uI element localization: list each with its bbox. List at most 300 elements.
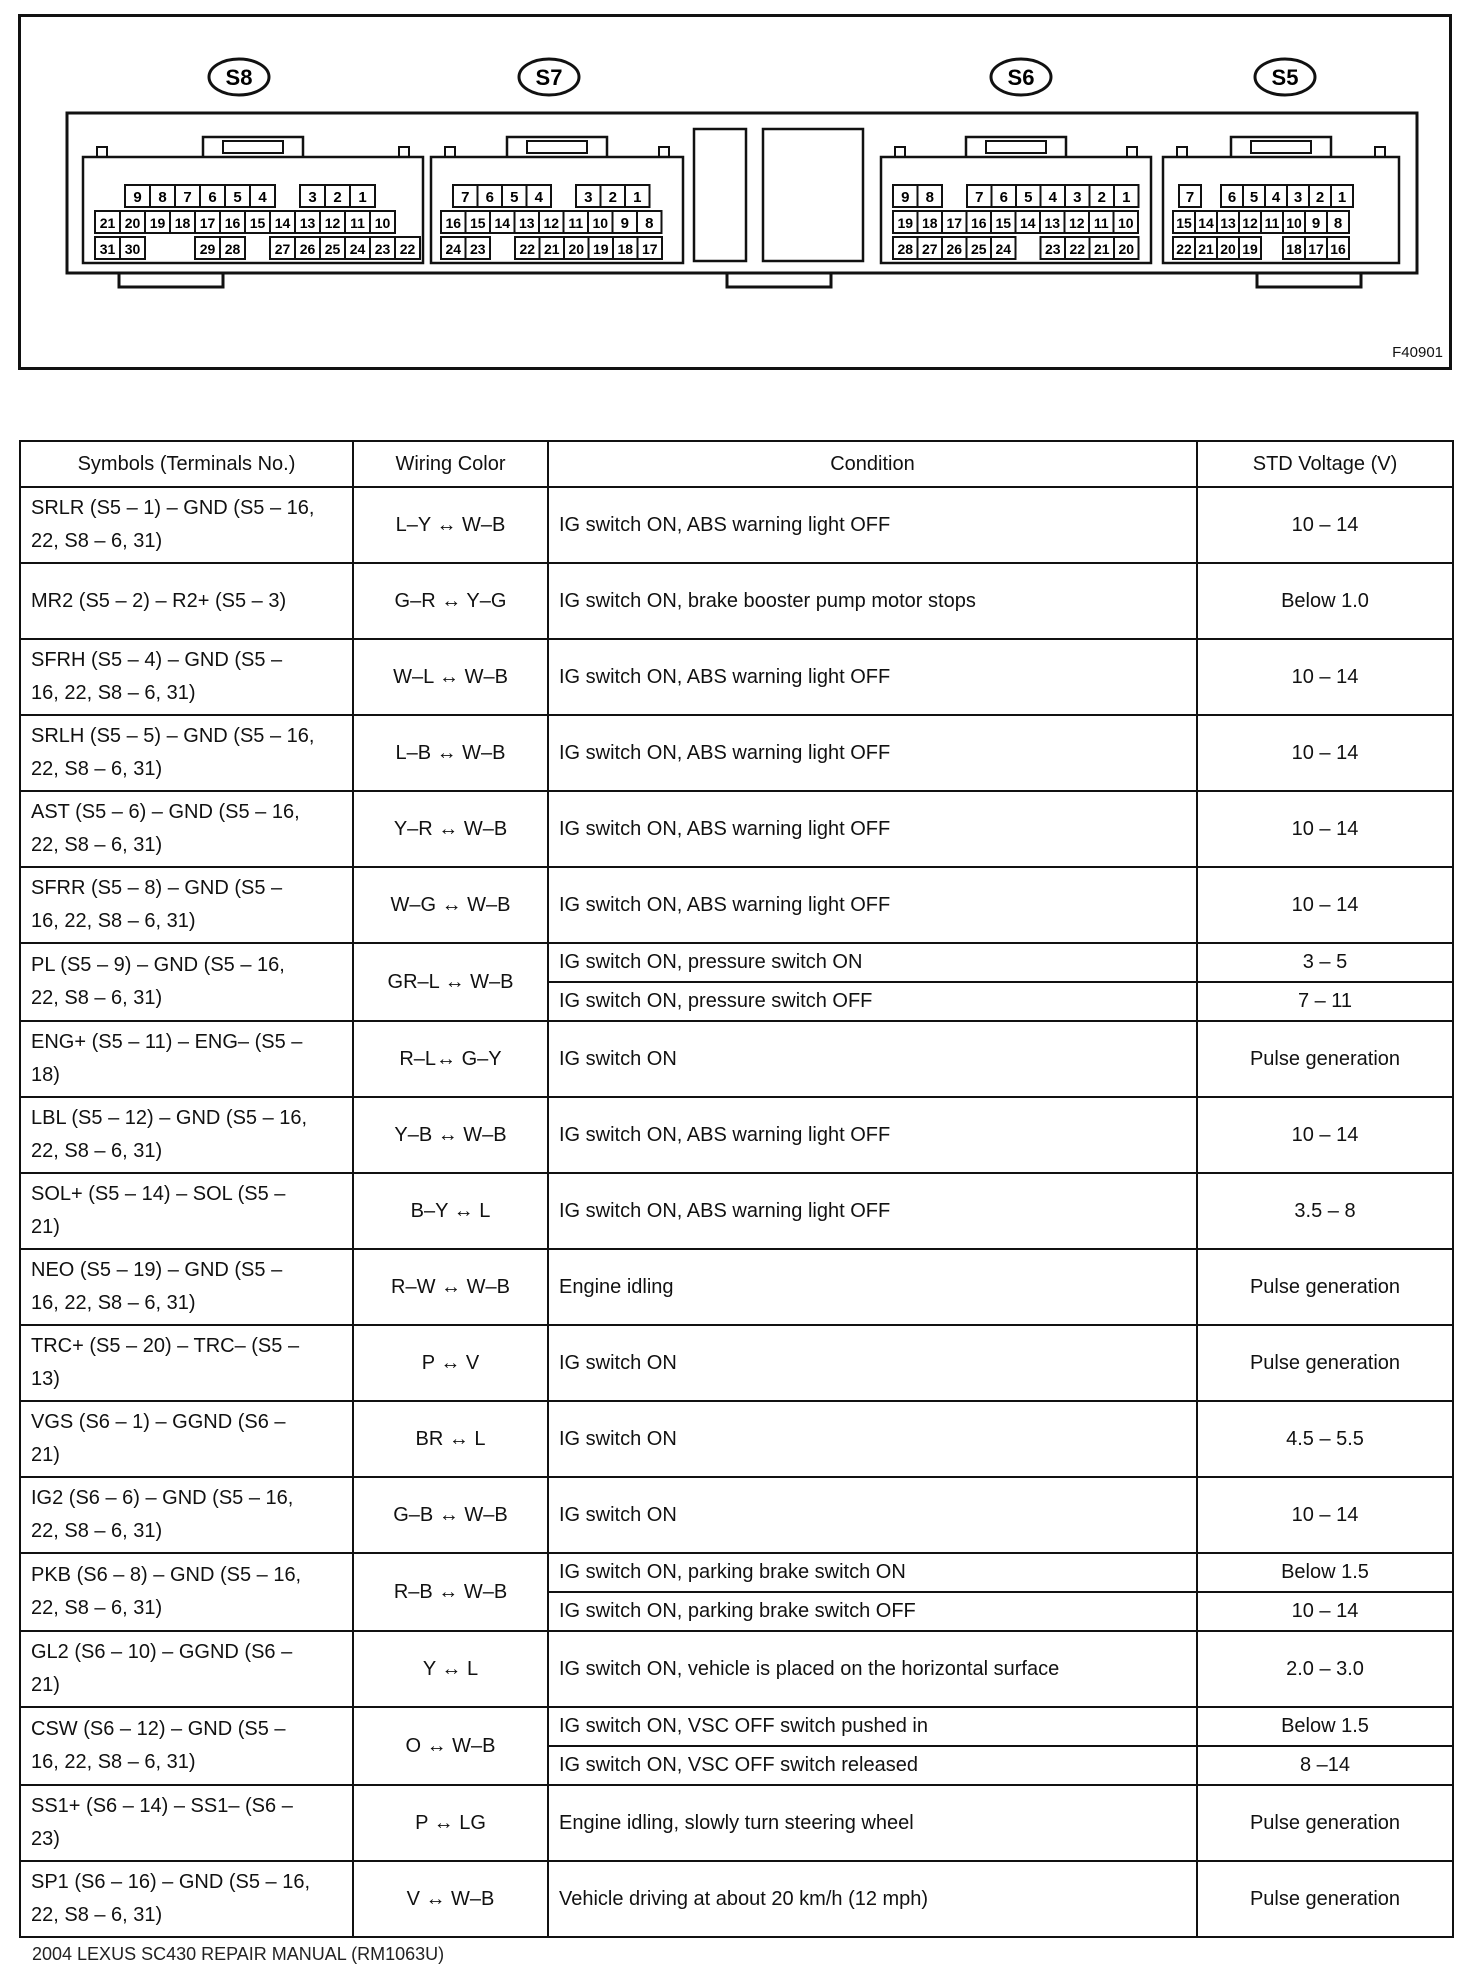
connector-s5 xyxy=(1163,59,1399,263)
symbol-line: 21) xyxy=(31,1444,60,1466)
pin-number: 14 xyxy=(494,215,511,231)
voltage-line: 10 – 14 xyxy=(1291,1124,1359,1146)
condition-line: Engine idling xyxy=(559,1276,674,1298)
pin-number: 13 xyxy=(1220,215,1236,231)
voltage-line: 10 – 14 xyxy=(1291,514,1359,536)
pin-number: 26 xyxy=(946,241,963,257)
connector-s7 xyxy=(431,59,683,263)
condition-line: IG switch ON, brake booster pump motor stops xyxy=(559,590,976,612)
symbol-line: SFRR (S5 – 8) – GND (S5 – xyxy=(31,877,283,899)
cell-symbol xyxy=(20,715,353,791)
pin-number: 15 xyxy=(995,215,1012,231)
condition-line: IG switch ON xyxy=(559,1048,677,1070)
connector-latch-slot xyxy=(986,141,1046,153)
condition-line: IG switch ON xyxy=(559,1428,677,1450)
pin-number: 24 xyxy=(445,241,462,257)
cell-std-voltage xyxy=(1197,1785,1453,1861)
pin-number: 23 xyxy=(1044,241,1061,257)
cell-std-voltage xyxy=(1197,1325,1453,1401)
pin-number: 12 xyxy=(1242,215,1258,231)
mount-tab xyxy=(119,273,223,287)
cell-std-voltage xyxy=(1197,1553,1453,1631)
pin-number: 4 xyxy=(1048,189,1057,206)
table-row xyxy=(20,487,1453,563)
cell-wiring-color: B–Y ↔ L xyxy=(353,1173,548,1249)
voltage-line: Pulse generation xyxy=(1249,1048,1401,1070)
pin-number: 21 xyxy=(1198,241,1214,257)
condition-line: IG switch ON, ABS warning light OFF xyxy=(559,514,891,536)
cell-wiring-color: P ↔ LG xyxy=(353,1785,548,1861)
voltage-line: Below 1.5 xyxy=(1281,1561,1369,1583)
cell-symbol xyxy=(20,487,353,563)
symbol-line: 21) xyxy=(31,1216,60,1238)
condition-line: Engine idling, slowly turn steering wheel xyxy=(559,1812,914,1834)
condition-line: IG switch ON, ABS warning light OFF xyxy=(559,666,891,688)
voltage-line: 10 – 14 xyxy=(1291,894,1359,916)
pin-number: 2 xyxy=(608,189,617,206)
cell-wiring-color: V ↔ W–B xyxy=(353,1861,548,1937)
pin-number: 20 xyxy=(1220,241,1236,257)
pin-number: 22 xyxy=(1069,241,1086,257)
cell-symbol xyxy=(20,943,353,1021)
voltage-line: 10 – 14 xyxy=(1291,666,1359,688)
cell-condition xyxy=(548,715,1197,791)
symbol-line: 16, 22, S8 – 6, 31) xyxy=(31,682,196,704)
pin-number: 13 xyxy=(518,215,535,231)
table-row xyxy=(20,1401,1453,1477)
voltage-line: 10 – 14 xyxy=(1291,818,1359,840)
cell-std-voltage xyxy=(1197,867,1453,943)
cell-symbol xyxy=(20,1553,353,1631)
cell-wiring-color: W–G ↔ W–B xyxy=(353,867,548,943)
table-row xyxy=(20,867,1453,943)
cell-wiring-color: R–L↔ G–Y xyxy=(353,1021,548,1097)
table-header-row xyxy=(20,441,1453,487)
cell-wiring-color: R–B ↔ W–B xyxy=(353,1553,548,1631)
cell-std-voltage xyxy=(1197,1097,1453,1173)
pin-number: 10 xyxy=(1286,215,1302,231)
pin-number: 13 xyxy=(299,215,316,231)
pin-number: 15 xyxy=(1176,215,1192,231)
condition-line: IG switch ON, ABS warning light OFF xyxy=(559,818,891,840)
cell-symbol xyxy=(20,1401,353,1477)
symbol-line: 22, S8 – 6, 31) xyxy=(31,1597,163,1619)
pin-number: 30 xyxy=(124,241,141,257)
symbol-line: 23) xyxy=(31,1828,60,1850)
cell-condition xyxy=(548,1631,1197,1707)
cell-wiring-color: Y ↔ L xyxy=(353,1631,548,1707)
pin-number: 1 xyxy=(633,189,642,206)
pin-number: 22 xyxy=(519,241,536,257)
table-row xyxy=(20,1553,1453,1631)
cell-condition xyxy=(548,1173,1197,1249)
pin-number: 1 xyxy=(1122,189,1131,206)
symbol-line: CSW (S6 – 12) – GND (S5 – xyxy=(31,1718,286,1740)
pin-number: 8 xyxy=(645,215,654,232)
pin-number: 6 xyxy=(208,189,217,206)
pin-number: 21 xyxy=(99,215,116,231)
pin-number: 19 xyxy=(897,215,914,231)
mount-tab xyxy=(727,273,831,287)
voltage-line: 8 –14 xyxy=(1198,1745,1452,1784)
cell-condition xyxy=(548,1553,1197,1631)
pin-number: 6 xyxy=(485,189,494,206)
pin-number: 11 xyxy=(1264,215,1280,231)
cell-wiring-color: GR–L ↔ W–B xyxy=(353,943,548,1021)
table-row xyxy=(20,563,1453,639)
condition-line: IG switch ON, parking brake switch ON xyxy=(559,1561,906,1583)
symbol-line: 22, S8 – 6, 31) xyxy=(31,1904,163,1926)
connector-diagram xyxy=(18,14,1452,370)
voltage-line: 10 – 14 xyxy=(1291,1504,1359,1526)
connector-latch-slot xyxy=(223,141,283,153)
cell-condition xyxy=(548,1021,1197,1097)
cell-std-voltage xyxy=(1197,563,1453,639)
condition-line: IG switch ON, ABS warning light OFF xyxy=(559,1200,891,1222)
cell-std-voltage xyxy=(1197,715,1453,791)
cell-wiring-color: Y–B ↔ W–B xyxy=(353,1097,548,1173)
condition-line: IG switch ON, VSC OFF switch released xyxy=(549,1745,1196,1784)
cell-std-voltage xyxy=(1197,487,1453,563)
symbol-line: 22, S8 – 6, 31) xyxy=(31,758,163,780)
cell-std-voltage xyxy=(1197,1861,1453,1937)
header-wiring-color: Wiring Color xyxy=(353,441,548,487)
table-row xyxy=(20,791,1453,867)
figure-code: F40901 xyxy=(1392,344,1443,361)
pin-number: 28 xyxy=(224,241,241,257)
cell-condition xyxy=(548,1477,1197,1553)
symbol-line: VGS (S6 – 1) – GGND (S6 – xyxy=(31,1411,286,1433)
voltage-line: Pulse generation xyxy=(1249,1276,1401,1298)
pin-number: 25 xyxy=(970,241,987,257)
pin-number: 5 xyxy=(1249,189,1259,206)
cell-std-voltage xyxy=(1197,639,1453,715)
pin-number: 16 xyxy=(1330,241,1346,257)
cell-condition xyxy=(548,1249,1197,1325)
cell-condition xyxy=(548,1401,1197,1477)
cell-symbol xyxy=(20,1631,353,1707)
condition-line: IG switch ON, pressure switch ON xyxy=(559,951,863,973)
pin-number: 9 xyxy=(620,215,629,232)
pin-number: 27 xyxy=(274,241,291,257)
pin-number: 13 xyxy=(1044,215,1061,231)
cell-condition xyxy=(548,1861,1197,1937)
pin-number: 3 xyxy=(1293,189,1303,206)
pin-number: 8 xyxy=(1333,215,1343,232)
cell-condition xyxy=(548,867,1197,943)
pin-number: 10 xyxy=(1117,215,1134,231)
voltage-line: Pulse generation xyxy=(1249,1352,1401,1374)
pin-number: 7 xyxy=(1185,189,1195,206)
pin-number: 12 xyxy=(324,215,341,231)
voltage-line: Pulse generation xyxy=(1249,1888,1401,1910)
cell-condition xyxy=(548,791,1197,867)
pin-number: 21 xyxy=(543,241,560,257)
pin-number: 17 xyxy=(946,215,963,231)
connector-s6 xyxy=(881,59,1151,263)
table-row xyxy=(20,1785,1453,1861)
pin-number: 17 xyxy=(641,241,658,257)
cell-wiring-color: G–B ↔ W–B xyxy=(353,1477,548,1553)
pin-number: 4 xyxy=(534,189,543,206)
table-row xyxy=(20,1173,1453,1249)
symbol-line: ENG+ (S5 – 11) – ENG– (S5 – xyxy=(31,1031,303,1053)
pin-number: 10 xyxy=(592,215,609,231)
cell-symbol xyxy=(20,1477,353,1553)
cell-wiring-color: P ↔ V xyxy=(353,1325,548,1401)
connector-latch-slot xyxy=(527,141,587,153)
voltage-line: 4.5 – 5.5 xyxy=(1286,1428,1364,1450)
pin-number: 6 xyxy=(999,189,1008,206)
pin-number: 4 xyxy=(258,189,267,206)
pin-number: 18 xyxy=(1286,241,1302,257)
cell-symbol xyxy=(20,1021,353,1097)
pin-number: 26 xyxy=(299,241,316,257)
pin-number: 28 xyxy=(897,241,914,257)
table-row xyxy=(20,1021,1453,1097)
pin-number: 16 xyxy=(445,215,462,231)
cell-wiring-color: O ↔ W–B xyxy=(353,1707,548,1785)
header-symbols: Symbols (Terminals No.) xyxy=(20,441,353,487)
table-row xyxy=(20,1097,1453,1173)
voltage-line: Below 1.0 xyxy=(1281,590,1369,612)
cell-symbol xyxy=(20,1249,353,1325)
pin-number: 24 xyxy=(995,241,1012,257)
symbol-line: GL2 (S6 – 10) – GGND (S6 – xyxy=(31,1641,293,1663)
cell-symbol xyxy=(20,1097,353,1173)
pin-number: 1 xyxy=(1337,189,1347,206)
symbol-line: 16, 22, S8 – 6, 31) xyxy=(31,1292,196,1314)
pin-number: 8 xyxy=(158,189,167,206)
header-std-voltage: STD Voltage (V) xyxy=(1197,441,1453,487)
voltage-line: 2.0 – 3.0 xyxy=(1286,1658,1364,1680)
blank-block xyxy=(763,129,863,261)
symbol-line: SRLH (S5 – 5) – GND (S5 – 16, xyxy=(31,725,315,747)
pin-number: 25 xyxy=(324,241,341,257)
cell-wiring-color: L–B ↔ W–B xyxy=(353,715,548,791)
cell-std-voltage xyxy=(1197,1477,1453,1553)
symbol-line: NEO (S5 – 19) – GND (S5 – xyxy=(31,1259,283,1281)
symbol-line: PL (S5 – 9) – GND (S5 – 16, xyxy=(31,954,285,976)
pin-number: 2 xyxy=(333,189,342,206)
pin-number: 1 xyxy=(358,189,367,206)
cell-symbol xyxy=(20,1861,353,1937)
blank-block xyxy=(694,129,746,261)
table-row xyxy=(20,943,1453,1021)
pin-number: 12 xyxy=(543,215,560,231)
pin-number: 7 xyxy=(975,189,984,206)
pin-number: 17 xyxy=(199,215,216,231)
cell-wiring-color: BR ↔ L xyxy=(353,1401,548,1477)
cell-wiring-color: G–R ↔ Y–G xyxy=(353,563,548,639)
pin-number: 19 xyxy=(149,215,166,231)
cell-std-voltage xyxy=(1197,1021,1453,1097)
cell-wiring-color: L–Y ↔ W–B xyxy=(353,487,548,563)
pin-number: 27 xyxy=(921,241,938,257)
cell-wiring-color: R–W ↔ W–B xyxy=(353,1249,548,1325)
table-row xyxy=(20,639,1453,715)
pin-number: 20 xyxy=(1118,241,1135,257)
condition-line: Vehicle driving at about 20 km/h (12 mph) xyxy=(559,1888,929,1910)
pin-number: 8 xyxy=(925,189,934,206)
symbol-line: SOL+ (S5 – 14) – SOL (S5 – xyxy=(31,1183,286,1205)
pin-number: 3 xyxy=(1073,189,1082,206)
condition-line: IG switch ON, ABS warning light OFF xyxy=(559,894,891,916)
cell-wiring-color: Y–R ↔ W–B xyxy=(353,791,548,867)
pin-number: 19 xyxy=(1242,241,1258,257)
pin-number: 4 xyxy=(1271,189,1281,206)
pin-number: 19 xyxy=(592,241,609,257)
condition-line: IG switch ON, ABS warning light OFF xyxy=(559,742,891,764)
mount-tab xyxy=(1257,273,1361,287)
pin-number: 12 xyxy=(1068,215,1085,231)
pin-number: 29 xyxy=(199,241,216,257)
cell-symbol xyxy=(20,563,353,639)
cell-symbol xyxy=(20,1785,353,1861)
pin-number: 18 xyxy=(617,241,634,257)
cell-symbol xyxy=(20,1707,353,1785)
symbol-line: 16, 22, S8 – 6, 31) xyxy=(31,1751,196,1773)
cell-condition xyxy=(548,1097,1197,1173)
cell-symbol xyxy=(20,867,353,943)
cell-condition xyxy=(548,487,1197,563)
condition-line: IG switch ON xyxy=(559,1352,677,1374)
table-row xyxy=(20,1861,1453,1937)
pin-number: 20 xyxy=(124,215,141,231)
pin-number: 18 xyxy=(174,215,191,231)
connector-latch-slot xyxy=(1251,141,1311,153)
cell-condition xyxy=(548,1785,1197,1861)
pin-number: 20 xyxy=(568,241,585,257)
pin-number: 11 xyxy=(568,215,584,231)
voltage-line: Pulse generation xyxy=(1249,1812,1401,1834)
pin-number: 17 xyxy=(1308,241,1324,257)
symbol-line: PKB (S6 – 8) – GND (S5 – 16, xyxy=(31,1564,302,1586)
cell-condition xyxy=(548,1325,1197,1401)
connector-label: S6 xyxy=(1007,65,1035,90)
symbol-line: TRC+ (S5 – 20) – TRC– (S5 – xyxy=(31,1335,300,1357)
connector-drawing xyxy=(21,17,1449,367)
pin-number: 14 xyxy=(1198,215,1214,231)
cell-symbol xyxy=(20,639,353,715)
cell-std-voltage xyxy=(1197,791,1453,867)
symbol-line: 21) xyxy=(31,1674,60,1696)
voltage-line: 3.5 – 8 xyxy=(1294,1200,1356,1222)
pin-number: 21 xyxy=(1093,241,1110,257)
cell-wiring-color: W–L ↔ W–B xyxy=(353,639,548,715)
condition-line: IG switch ON, ABS warning light OFF xyxy=(559,1124,891,1146)
pin-number: 11 xyxy=(1093,215,1109,231)
pin-number: 5 xyxy=(233,189,242,206)
page-footer: 2004 LEXUS SC430 REPAIR MANUAL (RM1063U) xyxy=(32,1944,445,1964)
table-row xyxy=(20,1477,1453,1553)
pin-number: 15 xyxy=(249,215,266,231)
symbol-line: 22, S8 – 6, 31) xyxy=(31,987,163,1009)
condition-line: IG switch ON xyxy=(559,1504,677,1526)
cell-symbol xyxy=(20,1325,353,1401)
symbol-line: MR2 (S5 – 2) – R2+ (S5 – 3) xyxy=(31,589,287,612)
symbol-line: LBL (S5 – 12) – GND (S5 – 16, xyxy=(31,1107,308,1129)
pin-number: 7 xyxy=(183,189,192,206)
pin-number: 9 xyxy=(133,189,142,206)
symbol-line: 22, S8 – 6, 31) xyxy=(31,834,163,856)
table-row xyxy=(20,715,1453,791)
symbol-line: AST (S5 – 6) – GND (S5 – 16, xyxy=(31,801,300,823)
condition-line: IG switch ON, vehicle is placed on the horizontal surface xyxy=(559,1658,1060,1680)
cell-condition xyxy=(548,1707,1197,1785)
pin-number: 18 xyxy=(921,215,938,231)
cell-std-voltage xyxy=(1197,1401,1453,1477)
voltage-line: 10 – 14 xyxy=(1291,742,1359,764)
pin-number: 9 xyxy=(1311,215,1321,232)
symbol-line: SS1+ (S6 – 14) – SS1– (S6 – xyxy=(31,1795,293,1817)
pin-number: 22 xyxy=(399,241,416,257)
pin-number: 16 xyxy=(970,215,987,231)
symbol-line: 18) xyxy=(31,1064,60,1086)
cell-std-voltage xyxy=(1197,1173,1453,1249)
voltage-line: 3 – 5 xyxy=(1302,951,1348,973)
connector-label: S8 xyxy=(225,65,253,90)
pin-number: 9 xyxy=(901,189,910,206)
pin-number: 2 xyxy=(1097,189,1106,206)
pin-number: 16 xyxy=(224,215,241,231)
cell-symbol xyxy=(20,791,353,867)
symbol-line: 22, S8 – 6, 31) xyxy=(31,1140,163,1162)
cell-condition xyxy=(548,943,1197,1021)
symbol-line: SFRH (S5 – 4) – GND (S5 – xyxy=(31,649,283,671)
condition-line: IG switch ON, pressure switch OFF xyxy=(549,981,1196,1020)
table-row xyxy=(20,1631,1453,1707)
pin-number: 10 xyxy=(374,215,391,231)
pin-number: 24 xyxy=(349,241,366,257)
symbol-line: 22, S8 – 6, 31) xyxy=(31,530,163,552)
voltage-line: Below 1.5 xyxy=(1281,1715,1369,1737)
header-condition: Condition xyxy=(548,441,1197,487)
cell-symbol xyxy=(20,1173,353,1249)
connector-label: S5 xyxy=(1271,65,1299,90)
symbol-line: 16, 22, S8 – 6, 31) xyxy=(31,910,196,932)
cell-condition xyxy=(548,563,1197,639)
table-row xyxy=(20,1249,1453,1325)
pin-number: 5 xyxy=(510,189,519,206)
table-row xyxy=(20,1325,1453,1401)
symbol-line: SRLR (S5 – 1) – GND (S5 – 16, xyxy=(31,497,315,519)
pin-number: 6 xyxy=(1227,189,1237,206)
cell-std-voltage xyxy=(1197,1249,1453,1325)
connector-s8 xyxy=(83,59,423,263)
pin-number: 7 xyxy=(461,189,470,206)
symbol-line: 13) xyxy=(31,1368,60,1390)
cell-condition xyxy=(548,639,1197,715)
pin-number: 5 xyxy=(1024,189,1033,206)
pin-number: 14 xyxy=(274,215,291,231)
symbol-line: SP1 (S6 – 16) – GND (S5 – 16, xyxy=(31,1871,311,1893)
cell-std-voltage xyxy=(1197,1707,1453,1785)
voltage-spec-table xyxy=(19,440,1454,1938)
pin-number: 22 xyxy=(1176,241,1192,257)
condition-line: IG switch ON, VSC OFF switch pushed in xyxy=(559,1715,928,1737)
pin-number: 2 xyxy=(1315,189,1325,206)
connector-label: S7 xyxy=(535,65,563,90)
pin-number: 15 xyxy=(469,215,486,231)
voltage-line: 7 – 11 xyxy=(1198,981,1452,1020)
voltage-line: 10 – 14 xyxy=(1198,1591,1452,1630)
pin-number: 3 xyxy=(308,189,317,206)
symbol-line: IG2 (S6 – 6) – GND (S5 – 16, xyxy=(31,1487,294,1509)
table-row xyxy=(20,1707,1453,1785)
pin-number: 23 xyxy=(374,241,391,257)
pin-number: 23 xyxy=(469,241,486,257)
